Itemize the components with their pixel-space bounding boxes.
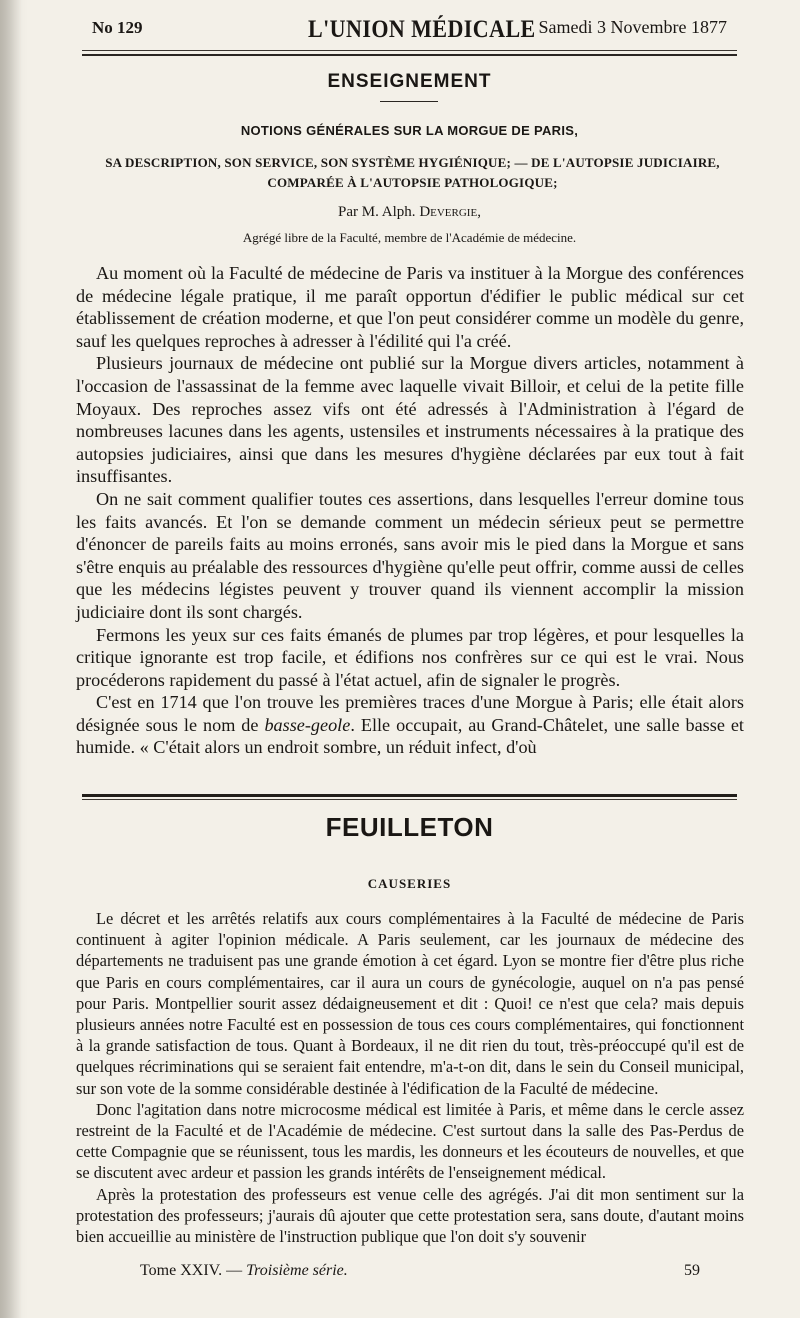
feuilleton-paragraph: Après la protestation des professeurs est venue celle des agrégés. J'ai dit mon sentiment sur la protestation des professeurs; j'aurais dû ajouter que cette protestation sera, sans doute, d'autant moins bien accueillie au ministère de l'instruction publique que l'on doit s'y souvenir — [76, 1184, 744, 1247]
article-paragraph: Au moment où la Faculté de médecine de Paris va instituer à la Morgue des conférences de médecine légale pratique, il me paraît opportun d'édifier le public médical sur cet établissement de création moderne, et que l'on peut considérer comme un modèle du genre, sauf les quelques reproches à adresser à l'édilité qui l'a créé. — [76, 263, 744, 351]
issue-date: Samedi 3 Novembre 1877 — [538, 17, 727, 37]
page-gutter-shadow — [0, 0, 22, 1318]
article-body — [76, 262, 744, 759]
volume-info — [140, 1262, 348, 1280]
header-rule-top — [82, 50, 737, 51]
page-footer — [140, 1262, 700, 1286]
running-header — [82, 10, 737, 46]
header-rule-bottom — [82, 54, 737, 56]
feuilleton-paragraph: Donc l'agitation dans notre microcosme médical est limitée à Paris, et même dans le cercle assez restreint de la Faculté et de l'Académie de médecine. C'est surtout dans la salle des Pas-Perdus de cette Compagnie que se réunissent, tous les mardis, les donneurs et les écouteurs de nouvelles, et que se discutent avec ardeur et passion les grands intérêts de l'enseignement médical. — [76, 1099, 744, 1183]
article-paragraph: Plusieurs journaux de médecine ont publié sur la Morgue divers articles, notamment à l'occasion de l'assassinat de la femme avec laquelle vivait Billoir, et celui de la petite fille Moyaux. Des reproches assez vifs ont été adressés à l'Administration à l'égard de nombreuses lacunes dans les agents, ustensiles et instruments nécessaires à la pratique des autopsies judiciaires, ainsi que dans les mesures d'hygiène déclarées par eux tout à fait insuffisantes. — [76, 353, 744, 487]
article-author — [82, 204, 737, 221]
feuilleton-paragraph: Le décret et les arrêtés relatifs aux cours complémentaires à la Faculté de médecine de Paris continuent à agiter l'opinion médicale. A Paris seulement, car les journaux de médecine des départements ne traduisent pas une grande émotion à cet égard. Lyon se montre fier d'être plus riche que Paris en cours complémentaires, car il aura un cours de gynécologie, auquel on n'a pas pensé pour Paris. Montpellier sourit assez dédaigneusement et dit : Quoi! ce n'est que cela? mais depuis plusieurs années notre Faculté est en possession de tous ces cours complémentaires, qui fonctionnent à la grande satisfaction de tous. Quant à Bordeaux, il ne dit rien du tout, très-préoccupé qu'il est de quelques récriminations qui se seraient fait entendre, m'a-t-on dit, dans le sein du Conseil municipal, sur son vote de la somme considérable destinée à l'édification de la Faculté de médecine. — [76, 909, 744, 1098]
journal-title: L'UNION MÉDICALE — [308, 16, 536, 43]
section-heading: ENSEIGNEMENT — [327, 71, 492, 92]
subtitle-line: COMPARÉE À L'AUTOPSIE PATHOLOGIQUE; — [267, 175, 558, 190]
author-credentials: Agrégé libre de la Faculté, membre de l'Académie de médecine. — [242, 230, 577, 245]
author-name: Devergie — [419, 204, 478, 220]
article-paragraph: Fermons les yeux sur ces faits émanés de plumes par trop légères, et pour lesquelles la critique ignorante est trop facile, et édifions nos confrères sur ce qui est le vrai. Nous procéderons rapidement du passé à l'état actuel, afin de signaler le progrès. — [76, 624, 744, 690]
article-paragraph — [76, 691, 744, 759]
article-paragraph: On ne sait comment qualifier toutes ces assertions, dans lesquelles l'erreur domine tous les faits avancés. Et l'on se demande comment un médecin sérieux peut se permettre d'énoncer de pareils faits au moins erronés, sans avoir mis le pied dans la Morgue et sans s'être enquis au préalable des ressources d'hygiène qu'elle peut offrir, comme aussi de celles que les médecins légistes peuvent y trouver quand ils viennent accomplir la mission judiciaire dont ils sont chargés. — [76, 488, 744, 622]
feuilleton-body — [76, 908, 744, 1247]
feuilleton-rule-thin — [82, 799, 737, 800]
article-subtitle — [90, 153, 735, 193]
section-separator — [380, 101, 438, 102]
series-label: Troisième série. — [246, 1262, 348, 1279]
feuilleton-rule — [82, 794, 737, 797]
feuilleton-subheading: CAUSERIES — [367, 876, 452, 891]
author-suffix: , — [477, 204, 481, 220]
paragraph-text: C'est en 1714 que l'on trouve les premières traces d'une Morgue à Paris; elle était alors désignée sous le nom de — [76, 692, 744, 735]
paragraph-text: . Elle occupait, au Grand-Châtelet, une salle basse et humide. « C'était alors un endroit sombre, un réduit infect, d'où — [76, 714, 744, 758]
article-title: NOTIONS GÉNÉRALES SUR LA MORGUE DE PARIS, — [240, 123, 579, 138]
author-prefix: Par M. Alph. — [338, 204, 420, 220]
page-number: 59 — [684, 1262, 700, 1279]
subtitle-line: SA DESCRIPTION, SON SERVICE, SON SYSTÈME HYGIÉNIQUE; — DE L'AUTOPSIE JUDICIAIRE, — [105, 155, 720, 170]
feuilleton-heading: FEUILLETON — [325, 812, 494, 842]
paragraph-italic: basse-geole — [264, 714, 351, 735]
issue-number: No 129 — [92, 18, 143, 37]
tome-label: Tome XXIV. — — [140, 1262, 247, 1279]
